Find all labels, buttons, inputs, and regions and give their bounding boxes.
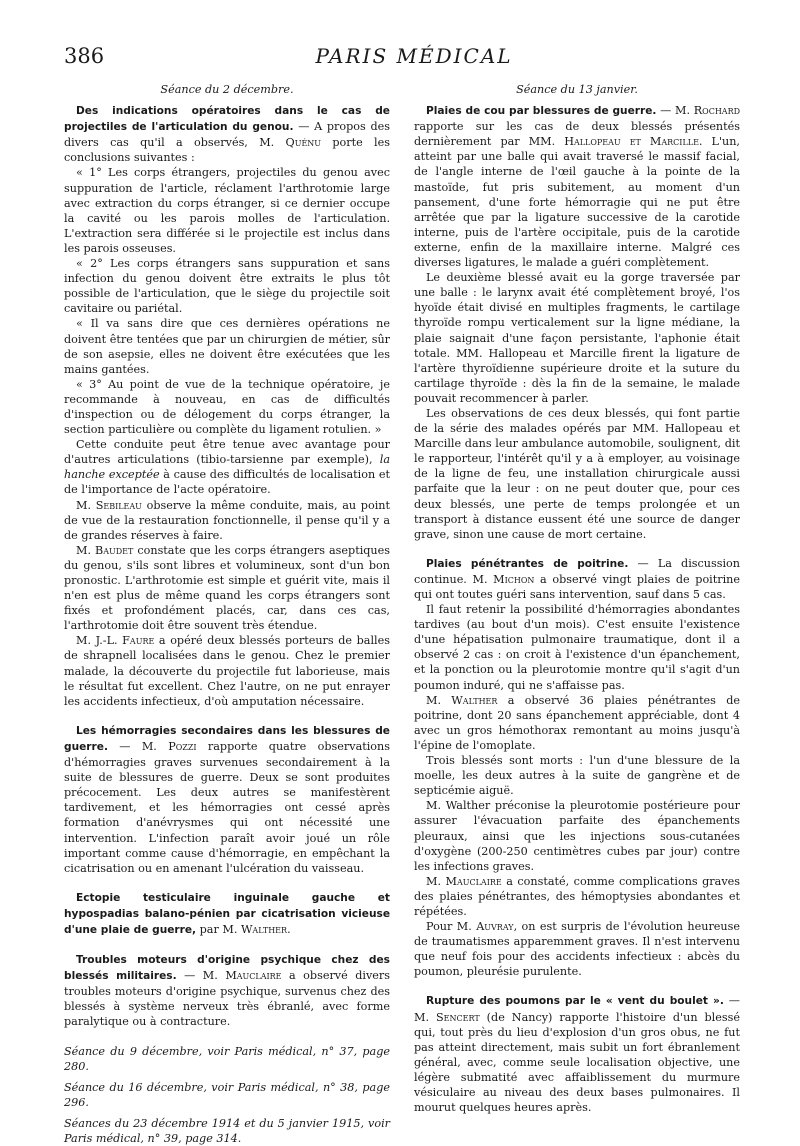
author-name: Rochard (693, 104, 741, 118)
author-name: M. Sebileau (76, 498, 142, 512)
author-name: Hallopeau et Marcille (564, 135, 699, 149)
author-name: M. J.-L. Faure (76, 634, 155, 648)
paragraph: Trois blessés sont morts : l'un d'une blessure de la moelle, les deux autres à la suite de gangrène et de septicémie aiguë. (414, 754, 740, 798)
session-reference: Séances du 23 décembre 1914 et du 5 janvier 1915, voir Paris médical, n° 39, page 314. (64, 1116, 390, 1145)
article-heading: Les hémorragies secondaires dans les blessures de guerre. (64, 724, 390, 753)
article-heading: Plaies pénétrantes de poitrine. (426, 557, 629, 570)
paragraph: Cette conduite peut être tenue avec avantage pour d'autres articulations (tibio-tarsienne par exemple), la hanche exceptée à cause des difficultés de localisation et de l'importance de l'acte opératoire. (64, 438, 390, 497)
article-testicular-ectopia (64, 890, 390, 938)
article-heading: Plaies de cou par blessures de guerre. (426, 105, 657, 118)
author-name: Michon (493, 572, 535, 586)
paragraph: Des indications opératoires dans le cas de projectiles de l'articulation du genou. — A propos des divers cas qu'il a observés, M. Quénu porte les conclusions suivantes : (64, 105, 390, 165)
paragraph: Troubles moteurs d'origine psychique chez des blessés militaires. — M. Mauclaire a observé divers troubles moteurs d'origine psychique, survenus chez des blessés à système nerveux très ébranlé, avec forme paralytique ou à contracture. (64, 954, 390, 1029)
paragraph: Plaies de cou par blessures de guerre. — M. Rochard rapporte sur les cas de deux blessés présentés dernièrement par MM. Hallopeau et Marcille. L'un, atteint par une balle qui avait traversé le massif facial, de l'angle interne de l'œil gauche à la pointe de la mastoïde, fut pris subitement, au moment d'un pansement, d'une forte hémorragie qui ne put être arrêtée que par la ligature successive de la carotide interne, puis de l'artère occipitale, puis de la carotide externe, enfin de la maxillaire interne. Malgré ces diverses ligatures, le malade a guéri complètement. (414, 104, 741, 270)
paragraph: M. Baudet constate que les corps étrangers aseptiques du genou, s'ils sont libres et volumineux, sont d'un bon pronostic. L'arthrotomie est simple et guérit vite, mais il n'en est plus de même quand les corps étrangers sont fixés et profondément placés, car, dans ces cas, l'arthrotomie doit être souvent très étendue. (64, 543, 391, 633)
article-heading: Rupture des poumons par le « vent du boulet ». (426, 995, 724, 1008)
article-chest-wounds (414, 556, 740, 980)
author-name: Pozzi (168, 739, 197, 753)
article-psychic-motor-troubles (64, 952, 390, 1029)
journal-title: PARIS MÉDICAL (315, 44, 513, 68)
right-column (414, 82, 740, 1115)
paragraph: « 1° Les corps étrangers, projectiles du genou avec suppuration de l'article, réclament l'arthrotomie large avec extraction du corps étranger, si ce dernier occupe la cavité ou les parois molles de l'articulation. L'extraction sera différée si le projectile est inclus dans les parois osseuses. (64, 166, 390, 255)
article-neck-wounds (414, 103, 740, 542)
session-date: Séance du 13 janvier. (516, 83, 638, 96)
paragraph: Les observations de ces deux blessés, qui font partie de la série des malades opérés par MM. Hallopeau et Marcille dans leur ambulance automobile, soulignent, dit le rapporteur, l'intérêt qu'il y a à employer, au voisinage de la ligne de feu, une installation chirurgicale aussi parfaite que la leur : on ne peut douter que, pour ces deux blessés, une perte de temps prolongée et un transport à distance eussent été une source de danger grave, sinon une cause de mort certaine. (414, 406, 740, 541)
session-references (64, 1044, 390, 1146)
author-name: M. Walther (426, 693, 498, 707)
page-header (64, 44, 764, 74)
article-heading: Ectopie testiculaire inguinale gauche et hypospadias balano-pénien par cicatrisation vicieuse d'une plaie de guerre, (64, 891, 390, 936)
paragraph: M. Walther préconise la pleurotomie postérieure pour assurer l'évacuation parfaite des épanchements pleuraux, ainsi que les injections sous-cutanées d'oxygène (200-250 centimètres cubes par jour) contre les infections graves. (414, 799, 740, 873)
paragraph: M. Walther a observé 36 plaies pénétrantes de poitrine, dont 20 sans épanchement appréciable, dont 4 avec un gros hémothorax remontant au moins jusqu'à l'épine de l'omoplate. (414, 693, 741, 752)
author-name: Quénu (285, 136, 322, 150)
author-name: M. Mauclaire (426, 874, 502, 888)
paragraph: Plaies pénétrantes de poitrine. — La discussion continue. M. Michon a observé vingt plaies de poitrine qui ont toutes guéri sans intervention, sauf dans 5 cas. (414, 556, 741, 601)
paragraph: Ectopie testiculaire inguinale gauche et hypospadias balano-pénien par cicatrisation vicieuse d'une plaie de guerre, par M. Walther. (64, 891, 390, 936)
left-column (64, 82, 390, 1146)
page-number: 386 (64, 44, 105, 68)
author-name: Sencert (436, 1010, 480, 1024)
session-reference: Séance du 16 décembre, voir Paris médical, n° 38, page 296. (64, 1080, 390, 1109)
paragraph: « 2° Les corps étrangers sans suppuration et sans infection du genou doivent être extraits le plus tôt possible de l'articulation, que le siège du projectile soit cavitaire ou pariétal. (64, 257, 390, 316)
article-knee-projectiles (64, 103, 390, 709)
author-name: Auvray (476, 920, 514, 934)
article-heading: Troubles moteurs d'origine psychique chez des blessés militaires. (64, 954, 390, 983)
article-heading: Des indications opératoires dans le cas de projectiles de l'articulation du genou. (64, 105, 390, 134)
paragraph: Il faut retenir la possibilité d'hémorragies abondantes tardives (au bout d'un mois). C'est ensuite l'existence d'une hépatisation pulmonaire traumatique, dont il a observé 2 cas : on croit à l'existence d'un épanchement, et la ponction ou la pleurotomie montre qu'il s'agit d'un poumon induré, qui ne s'affaisse pas. (414, 603, 740, 692)
session-date: Séance du 2 décembre. (160, 83, 294, 96)
article-lung-rupture (414, 993, 740, 1115)
paragraph: « Il va sans dire que ces dernières opérations ne doivent être tentées que par un chirurgien de métier, sûr de son asepsie, elles ne doivent être exécutées que les mains gantées. (64, 317, 390, 376)
author-name: M. Baudet (76, 543, 134, 557)
author-name: Mauclaire (225, 969, 282, 983)
paragraph: « 3° Au point de vue de la technique opératoire, je recommande à nouveau, en cas de difficultés d'inspection ou de délogement du corps étranger, la section particulière ou complète du ligament rotulien. » (64, 377, 390, 437)
article-secondary-hemorrhages (64, 723, 390, 876)
paragraph: Le deuxième blessé avait eu la gorge traversée par une balle : le larynx avait été complètement broyé, l'os hyoïde était divisé en multiples fragments, le cartilage thyroïde rompu verticalement sur la ligne médiane, la plaie saignait d'une façon persistante, l'aphonie était totale. MM. Hallopeau et Marcille firent la ligature de l'artère thyroïdienne supérieure droite et la suture du cartilage thyroïde : dès la fin de la semaine, le malade pouvait recommencer à parler. (414, 271, 740, 405)
paragraph: Les hémorragies secondaires dans les blessures de guerre. — M. Pozzi rapporte quatre observations d'hémorragies graves survenues secondairement à la suite de blessures de guerre. Deux se sont produites précocement. Les deux autres se manifestèrent tardivement, et les hémorragies ont cessé après formation d'anévrysmes qui ont nécessité une intervention. L'infection paraît avoir joué un rôle important comme cause d'hémorragie, en empêchant la cicatrisation ou en amenant l'ulcération du vaisseau. (64, 724, 390, 875)
paragraph: Rupture des poumons par le « vent du boulet ». — M. Sencert (de Nancy) rapporte l'histoire d'un blessé qui, tout près du lieu d'explosion d'un gros obus, ne fut pas atteint directement, mais subit un fort ébranlement général, avec, comme seule localisation objective, une légère submatité avec affaiblissement du murmure vésiculaire au niveau des deux bases pulmonaires. Il mourut quelques heures après. (414, 994, 740, 1115)
paragraph: M. Sebileau observe la même conduite, mais, au point de vue de la restauration fonctionnelle, il pense qu'il y a de grandes réserves à faire. (64, 498, 390, 542)
paragraph: M. J.-L. Faure a opéré deux blessés porteurs de balles de shrapnell localisées dans le genou. Chez le premier malade, la découverte du projectile fut laborieuse, mais le résultat fut excellent. Chez l'autre, on ne put enrayer les accidents infectieux, d'où amputation nécessaire. (64, 634, 390, 708)
session-reference: Séance du 9 décembre, voir Paris médical, n° 37, page 280. (64, 1044, 390, 1073)
paragraph: M. Mauclaire a constaté, comme complications graves des plaies pénétrantes, des hémoptysies abondantes et répétées. (414, 874, 741, 918)
author-name: Walther (240, 922, 288, 936)
paragraph: Pour M. Auvray, on est surpris de l'évolution heureuse de traumatismes apparemment graves. Il n'est intervenu que neuf fois pour des accidents infectieux : abcès du poumon, pleurésie purulente. (414, 920, 740, 979)
